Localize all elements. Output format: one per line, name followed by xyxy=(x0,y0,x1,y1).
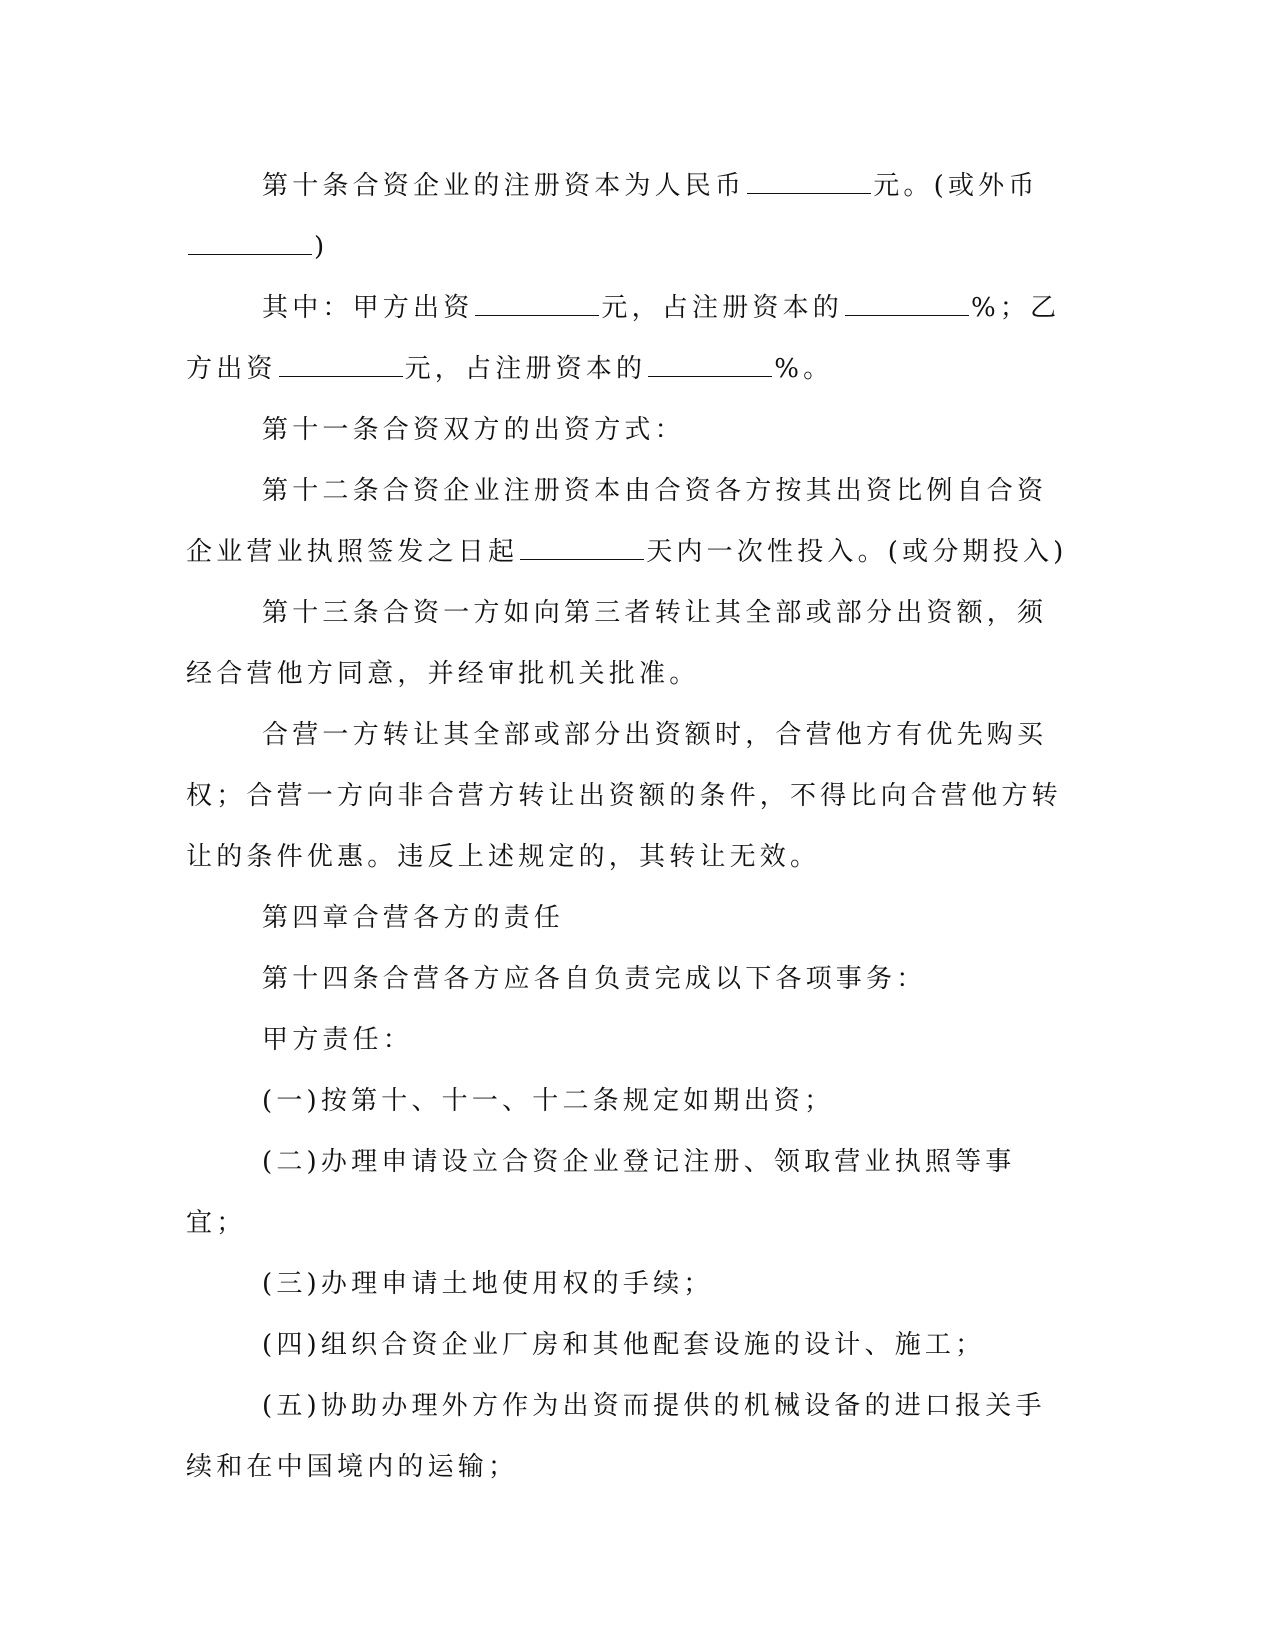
duty-item-1 xyxy=(186,1071,1071,1132)
article-13-text: 第十三条合资一方如向第三者转让其全部或部分出资额，须经合营他方同意，并经审批机关批准。 xyxy=(186,598,1048,689)
duty-item-2 xyxy=(186,1132,1071,1254)
article-10-text-end: ) xyxy=(314,232,329,262)
party-a-responsibility-heading-text: 甲方责任： xyxy=(262,1025,414,1055)
article-10-text-start: 第十条合资企业的注册资本为人民币 xyxy=(262,171,746,201)
capital-split-text-3: %；乙方出资 xyxy=(186,293,1061,384)
article-10-text-mid: 元。(或外币 xyxy=(873,171,1039,201)
duty-item-5-text: (五)协助办理外方作为出资而提供的机械设备的进口报关手续和在中国境内的运输； xyxy=(186,1391,1046,1482)
article-11-text: 第十一条合资双方的出资方式： xyxy=(262,415,685,445)
duty-item-4 xyxy=(186,1315,1071,1376)
capital-split-text-5: %。 xyxy=(774,354,834,384)
article-11-paragraph xyxy=(186,400,1071,461)
rmb-capital-blank xyxy=(747,171,871,194)
party-b-amount-blank xyxy=(279,354,403,377)
capital-split-paragraph xyxy=(186,278,1071,400)
chapter-4-heading-text: 第四章合营各方的责任 xyxy=(262,903,565,933)
duty-item-5 xyxy=(186,1376,1071,1498)
party-b-percent-blank xyxy=(648,354,772,377)
party-a-responsibility-heading xyxy=(186,1010,1071,1071)
capital-split-text-1: 其中：甲方出资 xyxy=(262,293,474,323)
article-12-paragraph xyxy=(186,461,1071,583)
duty-item-3 xyxy=(186,1254,1071,1315)
party-a-percent-blank xyxy=(845,293,969,316)
article-14-paragraph xyxy=(186,949,1071,1010)
duty-item-4-text: (四)组织合资企业厂房和其他配套设施的设计、施工； xyxy=(262,1330,986,1360)
duty-item-1-text: (一)按第十、十一、十二条规定如期出资； xyxy=(262,1086,835,1116)
chapter-4-heading xyxy=(186,888,1071,949)
transfer-rule-text: 合营一方转让其全部或部分出资额时，合营他方有优先购买权；合营一方向非合营方转让出资额的条件，不得比向合营他方转让的条件优惠。违反上述规定的，其转让无效。 xyxy=(186,720,1062,872)
duty-item-2-text: (二)办理申请设立合资企业登记注册、领取营业执照等事宜； xyxy=(186,1147,1016,1238)
article-13-paragraph xyxy=(186,583,1071,705)
transfer-rule-paragraph xyxy=(186,705,1071,888)
foreign-currency-blank xyxy=(188,232,312,255)
duty-item-3-text: (三)办理申请土地使用权的手续； xyxy=(262,1269,714,1299)
article-12-text-end: 天内一次性投入。(或分期投入) xyxy=(646,537,1068,567)
article-12-text-start: 第十二条合资企业注册资本由合资各方按其出资比例自合资企业营业执照签发之日起 xyxy=(186,476,1048,567)
party-a-amount-blank xyxy=(475,293,599,316)
capital-split-text-2: 元，占注册资本的 xyxy=(601,293,844,323)
article-10-paragraph xyxy=(186,156,1071,278)
document-body xyxy=(186,156,1071,1498)
capital-split-text-4: 元，占注册资本的 xyxy=(404,354,647,384)
investment-days-blank xyxy=(520,537,644,560)
article-14-text: 第十四条合营各方应各自负责完成以下各项事务： xyxy=(262,964,927,994)
